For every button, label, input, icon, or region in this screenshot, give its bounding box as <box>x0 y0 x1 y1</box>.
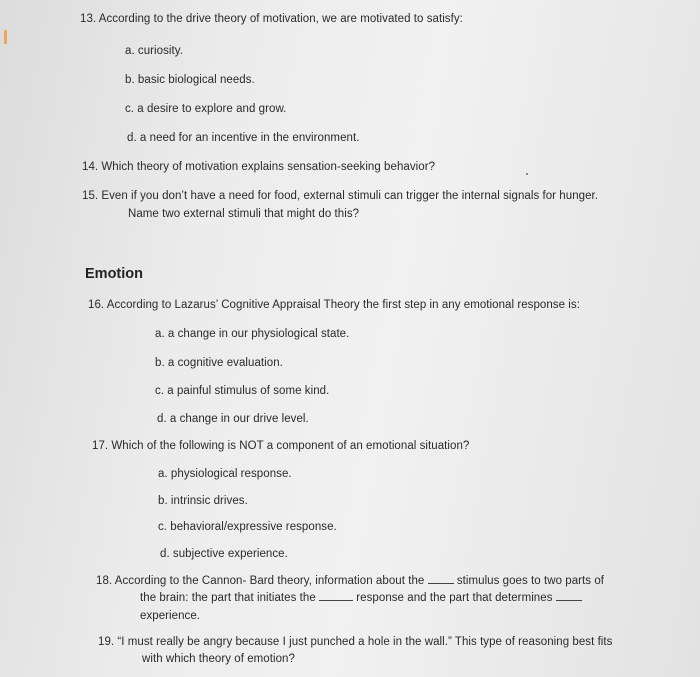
q18-line-1 <box>96 574 604 587</box>
q13-option-a: a. curiosity. <box>125 45 183 57</box>
q17-option-a: a. physiological response. <box>158 468 292 480</box>
q16-option-a: a. a change in our physiological state. <box>155 328 350 340</box>
q17-option-b: b. intrinsic drives. <box>158 495 248 507</box>
q16-option-c: c. a painful stimulus of some kind. <box>155 385 330 397</box>
q17-stem: 17. Which of the following is NOT a component of an emotional situation? <box>92 440 470 452</box>
page-edge-mark <box>4 30 7 44</box>
q18-blank-2 <box>319 591 353 601</box>
q18-line-2 <box>140 591 582 604</box>
stray-dot <box>526 173 528 175</box>
q17-option-c: c. behavioral/expressive response. <box>158 521 337 533</box>
q16-stem: 16. According to Lazarus’ Cognitive Appraisal Theory the first step in any emotional response is: <box>88 299 580 311</box>
q18-blank-1 <box>428 574 454 584</box>
q19-line-1: 19. “I must really be angry because I just punched a hole in the wall.” This type of reasoning best fits <box>98 636 613 648</box>
q18-blank-3 <box>556 591 582 601</box>
q13-stem: 13. According to the drive theory of motivation, we are motivated to satisfy: <box>80 13 463 25</box>
q18-line-3: experience. <box>140 610 201 622</box>
q13-option-c: c. a desire to explore and grow. <box>125 103 287 115</box>
q18-line-2-start: the brain: the part that initiates the <box>140 592 316 604</box>
q15-line-1: 15. Even if you don’t have a need for food, external stimuli can trigger the internal signals for hunger. <box>82 190 599 202</box>
q19-line-2: with which theory of emotion? <box>142 653 295 665</box>
q16-option-d: d. a change in our drive level. <box>157 413 309 425</box>
q15-line-2: Name two external stimuli that might do this? <box>128 208 360 220</box>
q17-option-d: d. subjective experience. <box>160 548 288 560</box>
q13-option-b: b. basic biological needs. <box>125 74 255 86</box>
q18-line-1-end: stimulus goes to two parts of <box>456 575 605 587</box>
q16-option-b: b. a cognitive evaluation. <box>155 357 283 369</box>
q14-stem: 14. Which theory of motivation explains sensation-seeking behavior? <box>82 161 436 173</box>
q18-line-1-start: 18. According to the Cannon- Bard theory, information about the <box>96 575 425 587</box>
q18-line-2-end: response and the part that determines <box>356 592 553 604</box>
section-title-emotion: Emotion <box>85 266 143 282</box>
q13-option-d: d. a need for an incentive in the environment. <box>127 132 360 144</box>
